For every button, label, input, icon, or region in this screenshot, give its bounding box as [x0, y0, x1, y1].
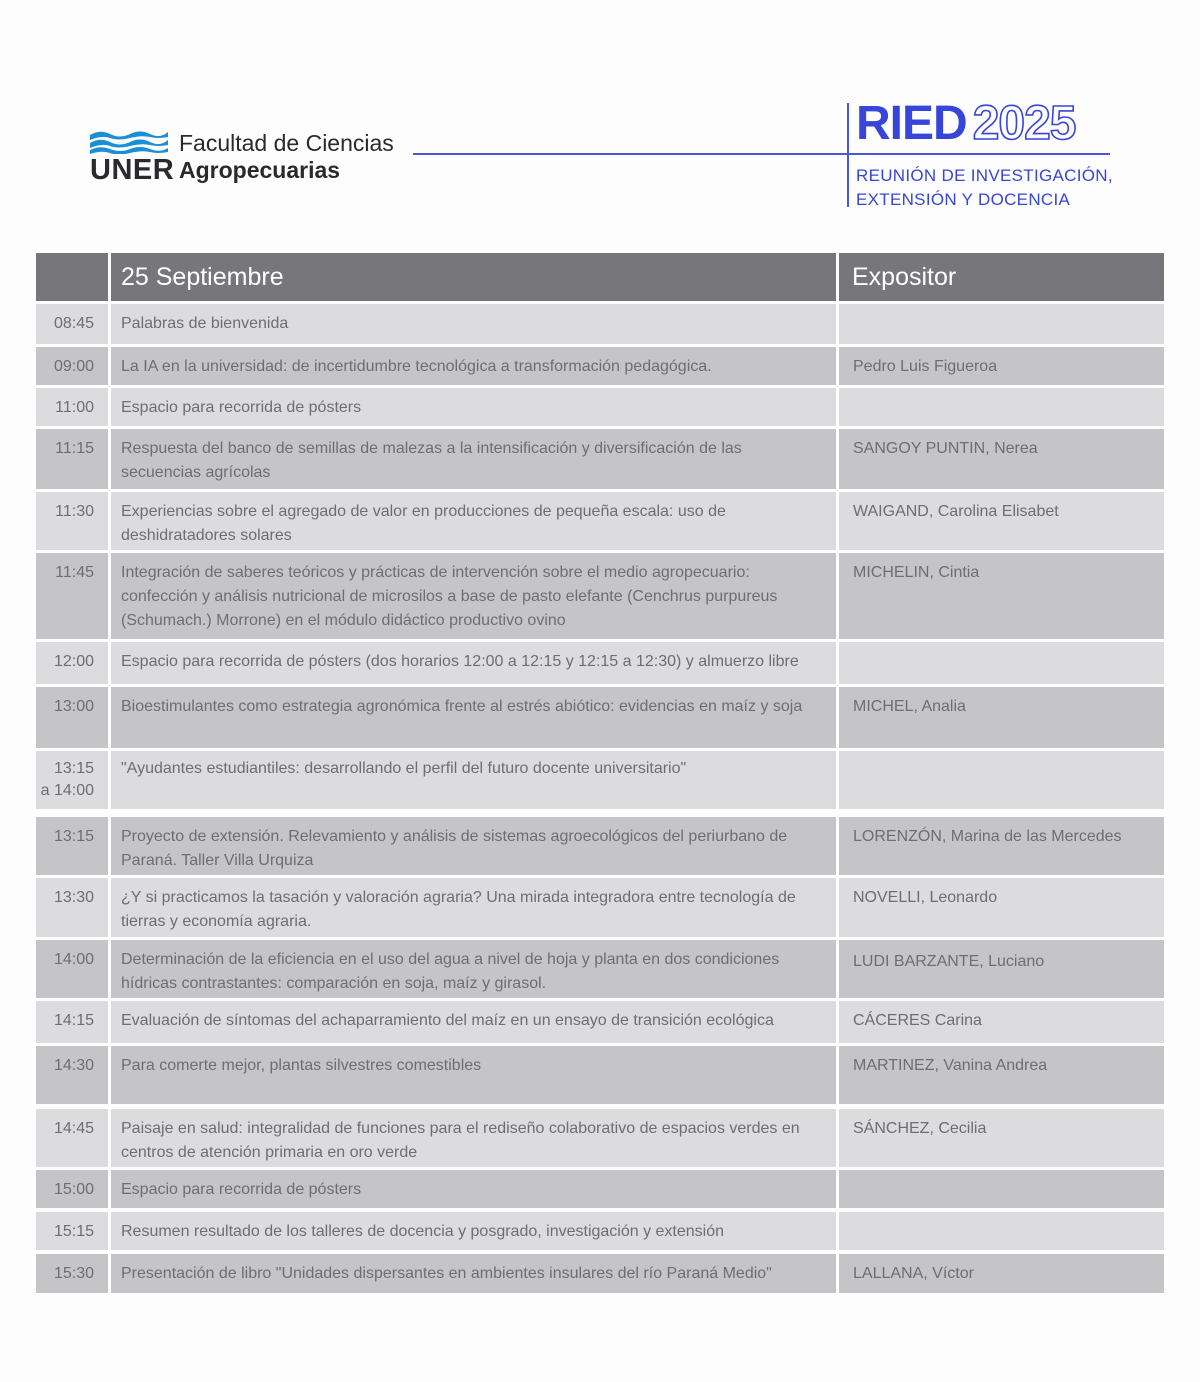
- row-title: Espacio para recorrida de pósters: [111, 388, 836, 426]
- row-time: 15:30: [36, 1254, 108, 1293]
- row-title: La IA en la universidad: de incertidumbre tecnológica a transformación pedagógica.: [111, 347, 836, 385]
- row-time: 15:00: [36, 1170, 108, 1208]
- header-divider-vertical: [847, 103, 849, 207]
- row-time: 11:00: [36, 388, 108, 426]
- row-title: Bioestimulantes como estrategia agronómica frente al estrés abiótico: evidencias en maíz y soja: [111, 687, 836, 748]
- table-row: [36, 1170, 1164, 1208]
- table-row: [36, 492, 1164, 550]
- row-title: Determinación de la eficiencia en el uso del agua a nivel de hoja y planta en dos condiciones hídricas contrastantes: comparación en soja, maíz y girasol.: [111, 940, 836, 998]
- row-time: [36, 751, 108, 809]
- row-speaker: [839, 642, 1164, 684]
- event-subtitle: [856, 164, 1113, 212]
- row-time: 12:00: [36, 642, 108, 684]
- row-time: 08:45: [36, 304, 108, 344]
- row-title: Paisaje en salud: integralidad de funciones para el rediseño colaborativo de espacios verdes en centros de atención primaria en oro verde: [111, 1109, 836, 1167]
- row-speaker: CÁCERES Carina: [839, 1001, 1164, 1043]
- table-row: [36, 347, 1164, 385]
- table-row: [36, 1001, 1164, 1043]
- waves-icon: [90, 128, 168, 154]
- event-year: 2025: [972, 97, 1076, 150]
- event-subtitle-line-1: REUNIÓN DE INVESTIGACIÓN,: [856, 166, 1113, 185]
- row-title: Respuesta del banco de semillas de malezas a la intensificación y diversificación de las secuencias agrícolas: [111, 429, 836, 489]
- row-title: Espacio para recorrida de pósters (dos horarios 12:00 a 12:15 y 12:15 a 12:30) y almuerzo libre: [111, 642, 836, 684]
- row-speaker: [839, 1212, 1164, 1250]
- event-name: RIED: [856, 97, 967, 150]
- row-time: 14:45: [36, 1109, 108, 1167]
- row-speaker: Pedro Luis Figueroa: [839, 347, 1164, 385]
- table-header: [36, 253, 1164, 301]
- header-speaker: Expositor: [839, 253, 1164, 301]
- row-time: 11:30: [36, 492, 108, 550]
- row-speaker: MICHELIN, Cintia: [839, 553, 1164, 639]
- schedule-table: [36, 253, 1164, 1293]
- row-speaker: WAIGAND, Carolina Elisabet: [839, 492, 1164, 550]
- faculty-line-1: Facultad de Ciencias: [179, 130, 394, 156]
- row-speaker: SÁNCHEZ, Cecilia: [839, 1109, 1164, 1167]
- row-title: Evaluación de síntomas del achaparramiento del maíz en un ensayo de transición ecológica: [111, 1001, 836, 1043]
- row-title: Espacio para recorrida de pósters: [111, 1170, 836, 1208]
- event-subtitle-line-2: EXTENSIÓN Y DOCENCIA: [856, 190, 1071, 209]
- table-row: [36, 1254, 1164, 1293]
- header-divider-horizontal: [413, 153, 1110, 155]
- row-speaker: LORENZÓN, Marina de las Mercedes: [839, 817, 1164, 875]
- row-title: Para comerte mejor, plantas silvestres comestibles: [111, 1046, 836, 1104]
- table-row: [36, 1212, 1164, 1250]
- row-speaker: [839, 751, 1164, 809]
- table-row: [36, 1046, 1164, 1104]
- row-speaker: LALLANA, Víctor: [839, 1254, 1164, 1293]
- row-title: Resumen resultado de los talleres de docencia y posgrado, investigación y extensión: [111, 1212, 836, 1250]
- row-title: Proyecto de extensión. Relevamiento y análisis de sistemas agroecológicos del periurbano de Paraná. Taller Villa Urquiza: [111, 817, 836, 875]
- row-title: Experiencias sobre el agregado de valor en producciones de pequeña escala: uso de deshidratadores solares: [111, 492, 836, 550]
- table-row: [36, 687, 1164, 748]
- row-time: 09:00: [36, 347, 108, 385]
- row-time: 11:15: [36, 429, 108, 489]
- row-title: "Ayudantes estudiantiles: desarrollando el perfil del futuro docente universitario": [111, 751, 836, 809]
- row-time-end: a 14:00: [40, 782, 94, 799]
- table-row: [36, 940, 1164, 998]
- row-title: Palabras de bienvenida: [111, 304, 836, 344]
- row-speaker: MICHEL, Analia: [839, 687, 1164, 748]
- row-title: Integración de saberes teóricos y prácticas de intervención sobre el medio agropecuario: confección y análisis nutricional de microsilos a base de pasto elefante (Cenchrus purpureus (Schumach.) Morrone) en el módulo didáctico productivo ovino: [111, 553, 836, 639]
- table-row: [36, 388, 1164, 426]
- row-time: 13:15: [36, 817, 108, 875]
- row-speaker: SANGOY PUNTIN, Nerea: [839, 429, 1164, 489]
- faculty-line-2: Agropecuarias: [179, 157, 341, 183]
- header-date: 25 Septiembre: [111, 253, 836, 301]
- header-time-cell: [36, 253, 108, 301]
- table-row: [36, 878, 1164, 937]
- row-speaker: [839, 388, 1164, 426]
- table-row: [36, 751, 1164, 809]
- row-speaker: [839, 304, 1164, 344]
- row-time: 14:00: [36, 940, 108, 998]
- row-time: 15:15: [36, 1212, 108, 1250]
- row-speaker: MARTINEZ, Vanina Andrea: [839, 1046, 1164, 1104]
- row-title: Presentación de libro "Unidades dispersantes en ambientes insulares del río Paraná Medio": [111, 1254, 836, 1293]
- row-speaker: [839, 1170, 1164, 1208]
- table-row: [36, 1109, 1164, 1167]
- uner-wordmark: UNER: [90, 154, 175, 186]
- table-row: [36, 429, 1164, 489]
- table-row: [36, 304, 1164, 344]
- table-row: [36, 817, 1164, 875]
- faculty-name: [179, 130, 394, 184]
- row-time: 13:00: [36, 687, 108, 748]
- row-time-start: 13:15: [53, 760, 94, 777]
- row-title: ¿Y si practicamos la tasación y valoración agraria? Una mirada integradora entre tecnología de tierras y economía agraria.: [111, 878, 836, 937]
- row-time: 14:30: [36, 1046, 108, 1104]
- table-row: [36, 642, 1164, 684]
- row-time: 11:45: [36, 553, 108, 639]
- row-speaker: NOVELLI, Leonardo: [839, 878, 1164, 937]
- row-time: 13:30: [36, 878, 108, 937]
- row-time: 14:15: [36, 1001, 108, 1043]
- table-row: [36, 553, 1164, 639]
- event-logo: [856, 98, 1075, 150]
- row-speaker: LUDI BARZANTE, Luciano: [839, 940, 1164, 998]
